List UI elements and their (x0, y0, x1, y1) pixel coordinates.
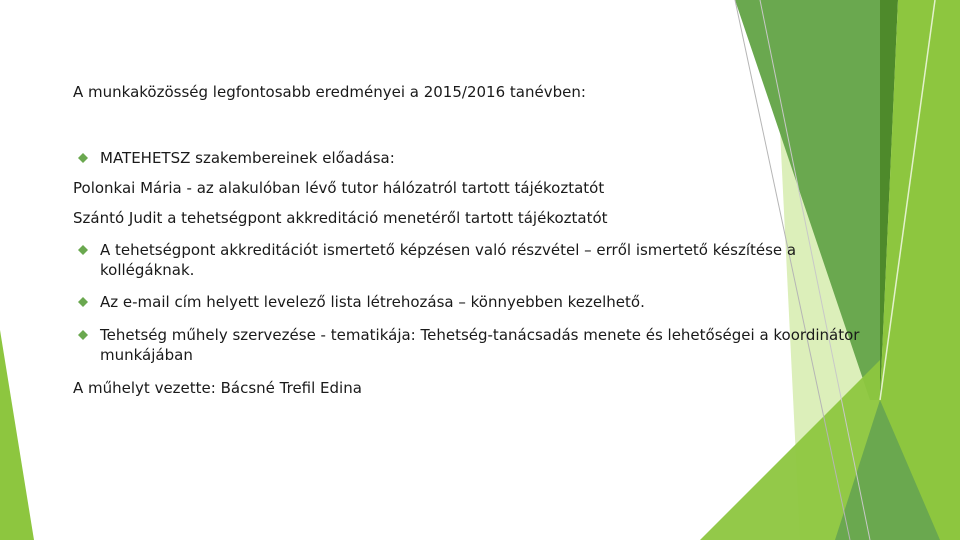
bullet-text-1: MATEHETSZ szakembereinek előadása: (100, 149, 395, 167)
bullet-text-3: Az e-mail cím helyett levelező lista létrehozása – könnyebben kezelhető. (100, 293, 645, 311)
text-line-1: Polonkai Mária - az alakulóban lévő tutor hálózatról tartott tájékoztatót (73, 179, 605, 197)
footer-line: A műhelyt vezette: Bácsné Trefil Edina (73, 379, 362, 397)
text-line-2: Szántó Judit a tehetségpont akkreditáció menetéről tartott tájékoztatót (73, 209, 608, 227)
bullet-text-4: Tehetség műhely szervezése - tematikája: Tehetség-tanácsadás menete és lehetőségei a koordinátor munkájában (100, 326, 860, 364)
bullet-text-2: A tehetségpont akkreditációt ismertető képzésen való részvétel – erről ismertető készítése a kollégáknak. (100, 241, 797, 279)
left-accent-shape (0, 330, 34, 540)
diamond-bullet-icon (78, 153, 88, 163)
diamond-bullet-icon (78, 245, 88, 255)
diamond-bullet-icon (78, 297, 88, 307)
diamond-bullet-icon (78, 330, 88, 340)
slide-heading: A munkaközösség legfontosabb eredményei a 2015/2016 tanévben: (73, 83, 586, 101)
